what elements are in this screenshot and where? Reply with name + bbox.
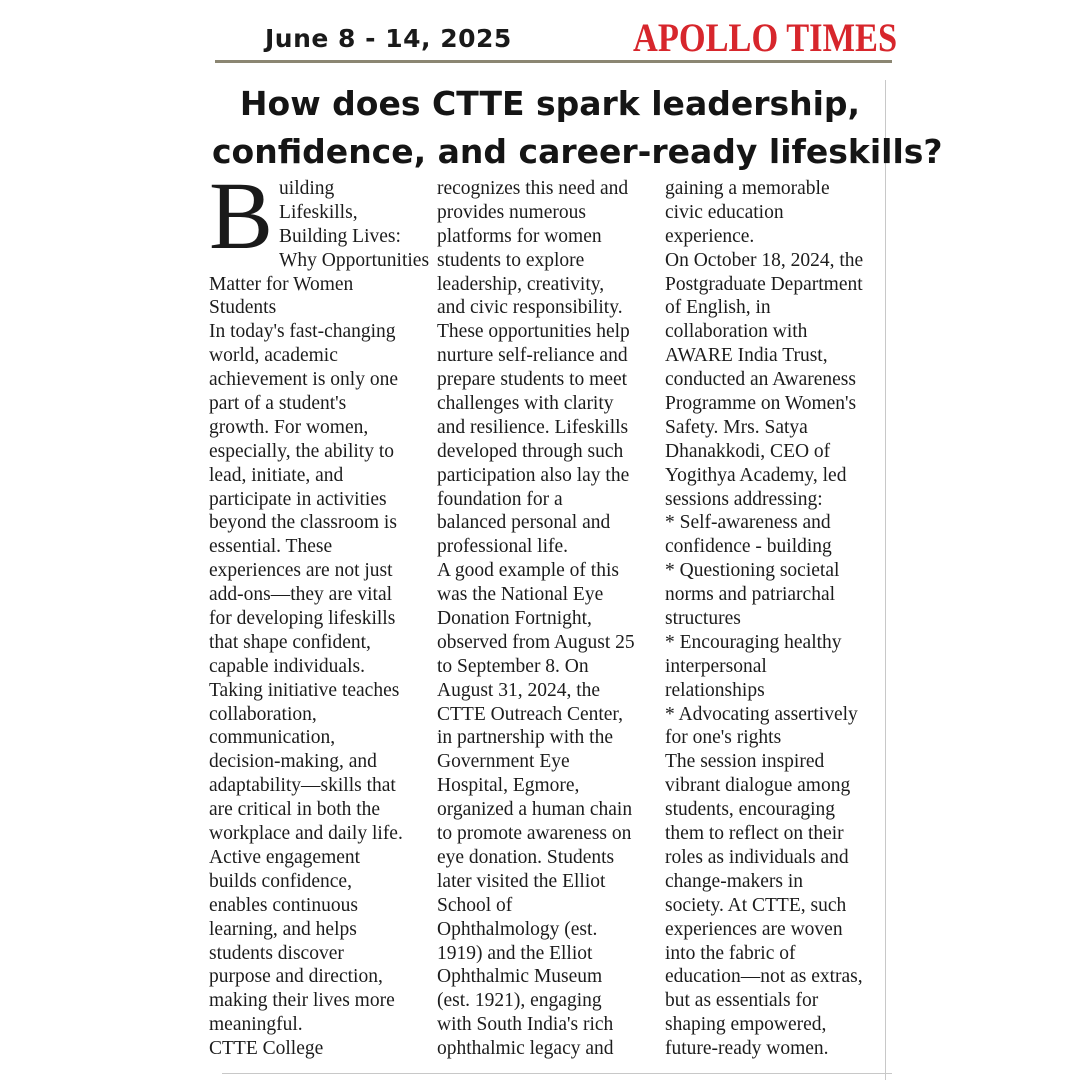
text-line: meaningful. (209, 1014, 303, 1036)
article-column-3 (665, 177, 887, 1061)
text-line: conducted an Awareness (665, 369, 856, 391)
text-line: eye donation. Students (437, 846, 615, 868)
text-line: making their lives more (209, 990, 395, 1012)
text-line: education—not as extras, (665, 966, 863, 988)
text-line: * Advocating assertively (665, 703, 858, 725)
text-line: are critical in both the (209, 799, 381, 821)
text-line: builds confidence, (209, 870, 352, 892)
masthead-logo: APOLLO TIMES (633, 15, 898, 60)
text-line: participate in activities (209, 488, 387, 510)
text-line: add-ons—they are vital (209, 584, 393, 606)
text-line: capable individuals. (209, 655, 365, 677)
text-line: structures (665, 608, 741, 630)
text-line: Building Lives: (279, 225, 401, 247)
text-line: balanced personal and (437, 512, 611, 534)
text-line: * Questioning societal (665, 560, 840, 582)
text-line: to September 8. On (437, 655, 589, 677)
text-line: nurture self-reliance and (437, 345, 628, 367)
text-line: and resilience. Lifeskills (437, 416, 629, 438)
text-line: collaboration, (209, 703, 317, 725)
text-line: change-makers in (665, 870, 804, 892)
text-line: * Encouraging healthy (665, 631, 842, 653)
text-line: shaping empowered, (665, 1014, 827, 1036)
text-line: vibrant dialogue among (665, 775, 851, 797)
text-line: for developing lifeskills (209, 608, 396, 630)
text-line: gaining a memorable (665, 178, 830, 199)
text-line: Lifeskills, (279, 201, 358, 223)
text-line: lead, initiate, and (209, 464, 344, 486)
text-line: participation also lay the (437, 464, 630, 486)
text-line: world, academic (209, 345, 338, 367)
text-line: experiences are not just (209, 560, 393, 582)
text-line: purpose and direction, (209, 966, 383, 988)
text-line: Active engagement (209, 846, 361, 868)
text-line: collaboration with (665, 321, 808, 343)
text-line: * Self-awareness and (665, 512, 831, 534)
text-line: students discover (209, 942, 344, 964)
text-line: beyond the classroom is (209, 512, 397, 534)
headline-line-2: confidence, and career-ready lifeskills? (212, 132, 943, 171)
text-line: achievement is only one (209, 369, 398, 391)
text-line: organized a human chain (437, 799, 633, 821)
text-line: learning, and helps (209, 918, 357, 940)
text-line: sessions addressing: (665, 488, 823, 510)
text-line: communication, (209, 727, 336, 749)
text-line: AWARE India Trust, (665, 345, 828, 367)
text-line: norms and patriarchal (665, 584, 836, 606)
text-line: developed through such (437, 440, 624, 462)
text-line: These opportunities help (437, 321, 630, 343)
text-line: CTTE College (209, 1038, 324, 1060)
text-line: Dhanakkodi, CEO of (665, 440, 831, 462)
text-line: platforms for women (437, 225, 602, 247)
text-line: Why Opportunities (279, 249, 430, 271)
text-line: was the National Eye (437, 584, 604, 606)
text-line: CTTE Outreach Center, (437, 703, 624, 725)
text-line: Hospital, Egmore, (437, 775, 580, 797)
text-line: and civic responsibility. (437, 297, 623, 319)
text-line: On October 18, 2024, the (665, 249, 864, 271)
text-line: uilding (279, 178, 335, 199)
issue-date: June 8 - 14, 2025 (265, 24, 512, 53)
text-line: for one's rights (665, 727, 782, 749)
text-line: part of a student's (209, 393, 347, 415)
article-headline (212, 80, 943, 176)
text-line: Taking initiative teaches (209, 679, 400, 701)
text-line: Programme on Women's (665, 393, 857, 415)
text-line: Matter for Women (209, 273, 354, 295)
text-line: in partnership with the (437, 727, 614, 749)
text-line: enables continuous (209, 894, 358, 916)
drop-cap: B (209, 162, 274, 269)
text-line: later visited the Elliot (437, 870, 606, 892)
text-line: (est. 1921), engaging (437, 990, 602, 1012)
text-line: challenges with clarity (437, 393, 614, 415)
text-line: future-ready women. (665, 1038, 829, 1060)
text-line: interpersonal (665, 655, 767, 677)
text-line: relationships (665, 679, 765, 701)
page-bottom-rule (222, 1073, 892, 1074)
article-column-2 (437, 177, 659, 1061)
text-line: into the fabric of (665, 942, 796, 964)
text-line: leadership, creativity, (437, 273, 605, 295)
text-line: foundation for a (437, 488, 563, 510)
text-line: Government Eye (437, 751, 570, 773)
text-line: In today's fast-changing (209, 321, 396, 343)
header-rule (215, 60, 892, 63)
text-line: provides numerous (437, 201, 586, 223)
text-line: civic education (665, 201, 784, 223)
text-line: essential. These (209, 536, 333, 558)
text-line: society. At CTTE, such (665, 894, 847, 916)
text-line: Donation Fortnight, (437, 608, 592, 630)
headline-line-1: How does CTTE spark leadership, (239, 84, 861, 123)
text-line: recognizes this need and (437, 178, 629, 199)
text-line: observed from August 25 (437, 631, 635, 653)
text-line: roles as individuals and (665, 846, 849, 868)
text-line: experiences are woven (665, 918, 843, 940)
text-line: Postgraduate Department (665, 273, 863, 295)
text-line: confidence - building (665, 536, 832, 558)
text-line: ophthalmic legacy and (437, 1038, 614, 1060)
text-line: students to explore (437, 249, 585, 271)
text-line: prepare students to meet (437, 369, 628, 391)
text-line: them to reflect on their (665, 823, 844, 845)
text-line: of English, in (665, 297, 771, 319)
text-line: 1919) and the Elliot (437, 942, 593, 964)
text-line: that shape confident, (209, 631, 371, 653)
text-line: Yogithya Academy, led (665, 464, 847, 486)
text-line: decision-making, and (209, 751, 377, 773)
text-line: Ophthalmology (est. (437, 918, 598, 940)
text-line: School of (437, 894, 513, 916)
text-line: professional life. (437, 536, 569, 558)
text-line: Students (209, 297, 277, 319)
text-line: especially, the ability to (209, 440, 395, 462)
text-line: adaptability—skills that (209, 775, 396, 797)
text-line: The session inspired (665, 751, 825, 773)
text-line: experience. (665, 225, 755, 247)
text-line: A good example of this (437, 560, 619, 582)
text-line: Safety. Mrs. Satya (665, 416, 808, 438)
text-line: Ophthalmic Museum (437, 966, 603, 988)
text-line: students, encouraging (665, 799, 836, 821)
text-line: growth. For women, (209, 416, 369, 438)
text-line: to promote awareness on (437, 823, 632, 845)
text-line: August 31, 2024, the (437, 679, 601, 701)
text-line: workplace and daily life. (209, 823, 403, 845)
text-line: with South India's rich (437, 1014, 614, 1036)
article-column-1 (209, 162, 430, 1061)
text-line: but as essentials for (665, 990, 819, 1012)
